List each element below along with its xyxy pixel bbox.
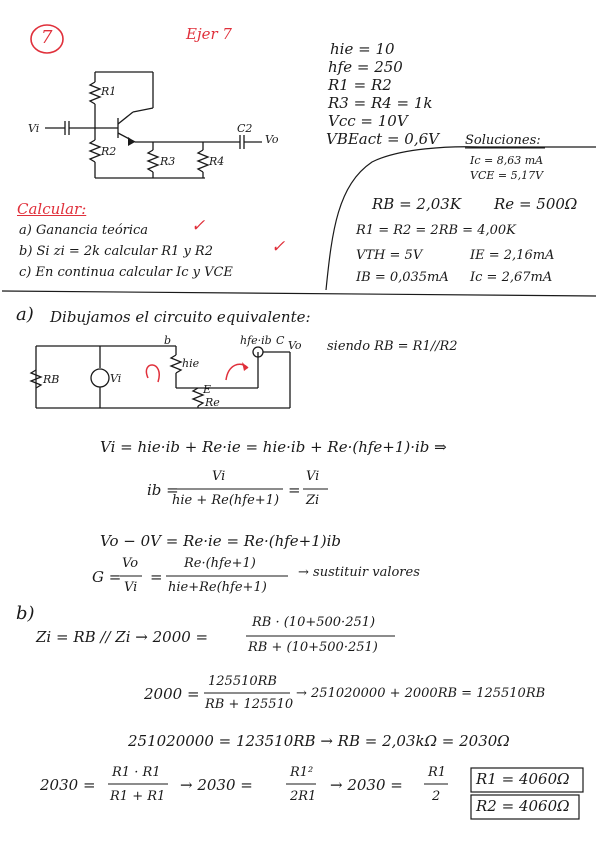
equation-vi: Vi = hie·ib + Re·ie = hie·ib + Re·(hfe+1)·ib ⇒ — [100, 438, 447, 456]
equation-vo: Vo − 0V = Re·ie = Re·(hfe+1)ib — [100, 532, 342, 550]
ib-numerator-2: Vi — [306, 469, 320, 484]
ib-numerator: Vi — [212, 469, 226, 484]
ib-lhs: ib = — [147, 481, 179, 499]
step4-lhs: 2030 = — [40, 776, 96, 794]
step2-lhs: 2000 = — [144, 685, 200, 703]
problem-number: 7 — [41, 27, 53, 48]
calcular-item-a: a) Ganancia teórica — [19, 223, 149, 238]
ib-denominator-2: Zi — [306, 493, 320, 508]
equiv-vo-label: Vo — [288, 339, 302, 352]
equiv-hie-label: hie — [182, 357, 200, 370]
r4-label: R4 — [209, 155, 225, 168]
given-item: hfe = 250 — [328, 58, 403, 76]
problem-title: Ejer 7 — [186, 25, 232, 43]
given-item: Vcc = 10V — [328, 112, 408, 130]
step4-denominator-3: 2 — [432, 789, 441, 804]
equiv-siendo-note: siendo RB = R1//R2 — [327, 339, 458, 354]
vi-label: Vi — [28, 122, 40, 135]
equiv-hfe-ib-label: hfe·ib — [240, 334, 272, 347]
gain-den-2: hie+Re(hfe+1) — [168, 580, 267, 595]
check-icon: ✓ — [271, 237, 286, 257]
step4-numerator-3: R1 — [428, 765, 447, 780]
r1-label: R1 — [101, 85, 117, 98]
gain-num-2: Re·(hfe+1) — [184, 556, 256, 571]
gain-den-1: Vi — [124, 580, 138, 595]
part-b-label: b) — [16, 603, 35, 624]
zi-numerator: RB · (10+500·251) — [252, 615, 376, 630]
r2-result: R2 = 4060Ω — [476, 797, 570, 815]
result-r1r2: R1 = R2 = 2RB = 4,00K — [356, 223, 516, 238]
calcular-item-b: b) Si zi = 2k calcular R1 y R2 — [19, 244, 213, 259]
result-vth: VTH = 5V — [356, 248, 423, 263]
step2-numerator: 125510RB — [208, 674, 277, 689]
step3: 251020000 = 123510RB → RB = 2,03kΩ = 2030Ω — [128, 732, 510, 750]
r1-result: R1 = 4060Ω — [476, 770, 570, 788]
solutions-heading: Soluciones: — [465, 133, 541, 148]
zi-lhs: Zi = RB // Zi → 2000 = — [36, 628, 209, 646]
gain-num-1: Vo — [122, 556, 139, 571]
equiv-e-label: E — [203, 383, 212, 396]
given-item: R3 = R4 = 1k — [328, 94, 433, 112]
result-ic: Ic = 2,67mA — [470, 270, 553, 285]
step4-mid: → 2030 = — [180, 776, 253, 794]
r3-label: R3 — [160, 155, 176, 168]
result-rb: RB = 2,03K — [372, 195, 462, 213]
step4-numerator-2: R1² — [290, 765, 314, 780]
calcular-item-c: c) En continua calcular Ic y VCE — [19, 265, 233, 280]
result-ie: IE = 2,16mA — [470, 248, 555, 263]
step4-mid-2: → 2030 = — [330, 776, 403, 794]
gain-note: → sustituir valores — [298, 565, 420, 580]
solution-ic: Ic = 8,63 mA — [470, 154, 544, 167]
part-a-text: Dibujamos el circuito equivalente: — [50, 308, 311, 326]
equiv-re-label: Re — [205, 396, 220, 409]
gain-equals: = — [150, 568, 163, 586]
gain-lhs: G = — [92, 568, 122, 586]
solution-vce: VCE = 5,17V — [470, 169, 544, 182]
check-icon: ✓ — [191, 216, 206, 236]
part-a-label: a) — [16, 304, 34, 325]
step4-denominator: R1 + R1 — [110, 789, 166, 804]
c2-label: C2 — [237, 122, 253, 135]
result-ib: IB = 0,035mA — [356, 270, 449, 285]
given-item: R1 = R2 — [328, 76, 392, 94]
step4-denominator-2: 2R1 — [290, 789, 317, 804]
r2-label: R2 — [101, 145, 117, 158]
calcular-heading: Calcular: — [17, 200, 87, 218]
given-item: VBEact = 0,6V — [326, 130, 439, 148]
equiv-c-label: C — [276, 334, 285, 347]
ib-equals: = — [288, 481, 301, 499]
step2-denominator: RB + 125510 — [205, 697, 294, 712]
result-re: Re = 500Ω — [494, 195, 578, 213]
given-item: hie = 10 — [330, 40, 395, 58]
step2-rhs: → 251020000 + 2000RB = 125510RB — [296, 686, 546, 701]
step4-numerator: R1 · R1 — [112, 765, 161, 780]
equiv-vi-label: Vi — [110, 372, 122, 385]
zi-denominator: RB + (10+500·251) — [248, 640, 378, 655]
equiv-b-label: b — [164, 334, 172, 347]
equiv-rb-label: RB — [43, 373, 60, 386]
ib-denominator: hie + Re(hfe+1) — [172, 493, 280, 508]
vo-label: Vo — [265, 133, 279, 146]
